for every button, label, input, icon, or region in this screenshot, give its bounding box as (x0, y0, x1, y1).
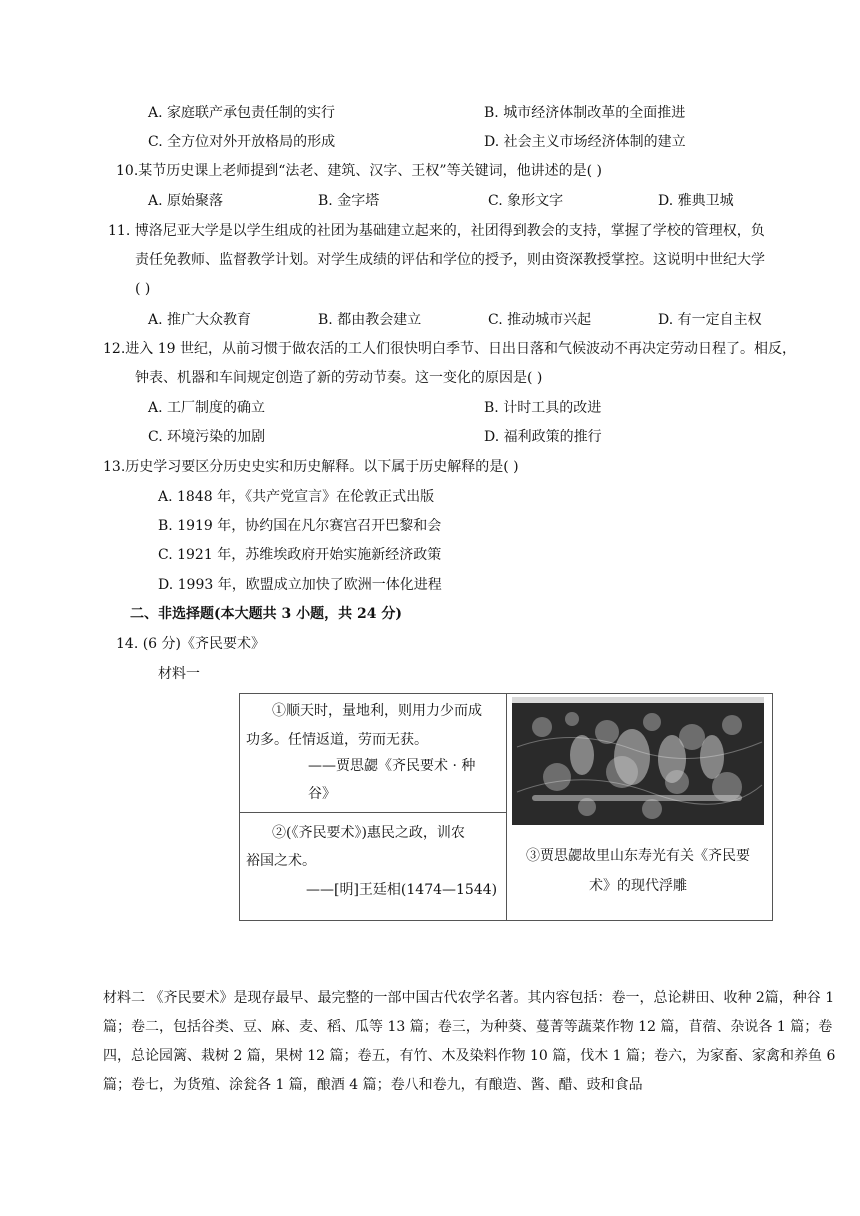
q10-stem: 10.某节历史课上老师提到“法老、建筑、汉字、王权”等关键词，他讲述的是( ) (116, 163, 602, 179)
q11-stem-line3: ( ) (135, 281, 151, 297)
q11-option-b: B. 都由教会建立 (318, 312, 422, 328)
q10-option-b: B. 金字塔 (318, 193, 380, 209)
q12-option-a: A. 工厂制度的确立 (148, 400, 266, 416)
q10-option-a: A. 原始聚落 (148, 193, 224, 209)
section-heading: 二、非选择题(本大题共 3 小题，共 24 分) (130, 606, 402, 622)
q9-option-c: C. 全方位对外开放格局的形成 (148, 134, 336, 150)
q9-option-d: D. 社会主义市场经济体制的建立 (484, 134, 686, 150)
q9-option-a: A. 家庭联产承包责任制的实行 (148, 105, 336, 121)
q11-option-c: C. 推动城市兴起 (488, 312, 592, 328)
q13-option-b: B. 1919 年，协约国在凡尔赛宫召开巴黎和会 (158, 518, 442, 534)
q11-option-a: A. 推广大众教育 (148, 312, 252, 328)
m3-caption-line1: ③贾思勰故里山东寿光有关《齐民要 (526, 848, 750, 864)
q9-option-b: B. 城市经济体制改革的全面推进 (484, 105, 686, 121)
material1-table (239, 693, 773, 921)
table-divider-horizontal (240, 812, 506, 813)
m2-line2: 裕国之术。 (246, 853, 316, 869)
q12-stem-line2: 钟表、机器和车间规定创造了新的劳动节奏。这一变化的原因是( ) (135, 370, 543, 386)
table-divider-vertical (506, 694, 507, 920)
q11-stem-line2: 责任免教师、监督教学计划。对学生成绩的评估和学位的授予，则由资深教授掌控。这说明中世纪大学 (135, 252, 765, 268)
q12-option-b: B. 计时工具的改进 (484, 400, 602, 416)
q13-option-d: D. 1993 年，欧盟成立加快了欧洲一体化进程 (158, 577, 442, 593)
material1-label: 材料一 (158, 666, 200, 682)
m1-source-line1: ——贾思勰《齐民要术 · 种 (308, 758, 476, 774)
material2-paragraph: 材料二 《齐民要术》是现存最早、最完整的一部中国古代农学名著。其内容包括：卷一，总论耕田、收种 2篇，种谷 1 篇；卷二，包括谷类、豆、麻、麦、稻、瓜等 13 篇；卷三，为种葵、蔓菁等蔬菜作物 12 篇，苜蓿、杂说各 1 篇；卷四，总论园篱、栽树 2 篇，果树 12 篇；卷五，有竹、木及染料作物 10 篇，伐木 1 篇；卷六，为家畜、家禽和养鱼 6 篇；卷七，为货殖、涂瓮各 1 篇，酿酒 4 篇；卷八和卷九，有酿造、酱、醋、豉和食品 (103, 990, 836, 1093)
m2-line1: ②(《齐民要术》)惠民之政，训农 (272, 825, 465, 841)
m3-caption-line2: 术》的现代浮雕 (589, 878, 687, 894)
q12-option-d: D. 福利政策的推行 (484, 429, 602, 445)
q14-stem: 14. (6 分)《齐民要术》 (116, 636, 265, 652)
q13-option-a: A. 1848 年，《共产党宣言》在伦敦正式出版 (158, 489, 435, 505)
m1-source-line2: 谷》 (308, 786, 336, 802)
stone-relief-image (512, 697, 764, 825)
q11-stem-line1: 11. 博洛尼亚大学是以学生组成的社团为基础建立起来的，社团得到教会的支持，掌握了学校的管理权，负 (108, 223, 765, 239)
m1-line1: ①顺天时，量地利，则用力少而成 (272, 703, 482, 719)
q10-option-c: C. 象形文字 (488, 193, 564, 209)
q10-option-d: D. 雅典卫城 (658, 193, 734, 209)
m2-source: ——[明]王廷相(1474—1544) (306, 882, 498, 898)
m1-line2: 功多。任情返道，劳而无获。 (246, 732, 428, 748)
q13-option-c: C. 1921 年，苏维埃政府开始实施新经济政策 (158, 547, 442, 563)
q11-option-d: D. 有一定自主权 (658, 312, 762, 328)
q13-stem: 13.历史学习要区分历史史实和历史解释。以下属于历史解释的是( ) (103, 459, 519, 475)
q12-stem-line1: 12.进入 19 世纪，从前习惯于做农活的工人们很快明白季节、日出日落和气候波动不再决定劳动日程了。相反， (103, 341, 796, 357)
q12-option-c: C. 环境污染的加剧 (148, 429, 266, 445)
